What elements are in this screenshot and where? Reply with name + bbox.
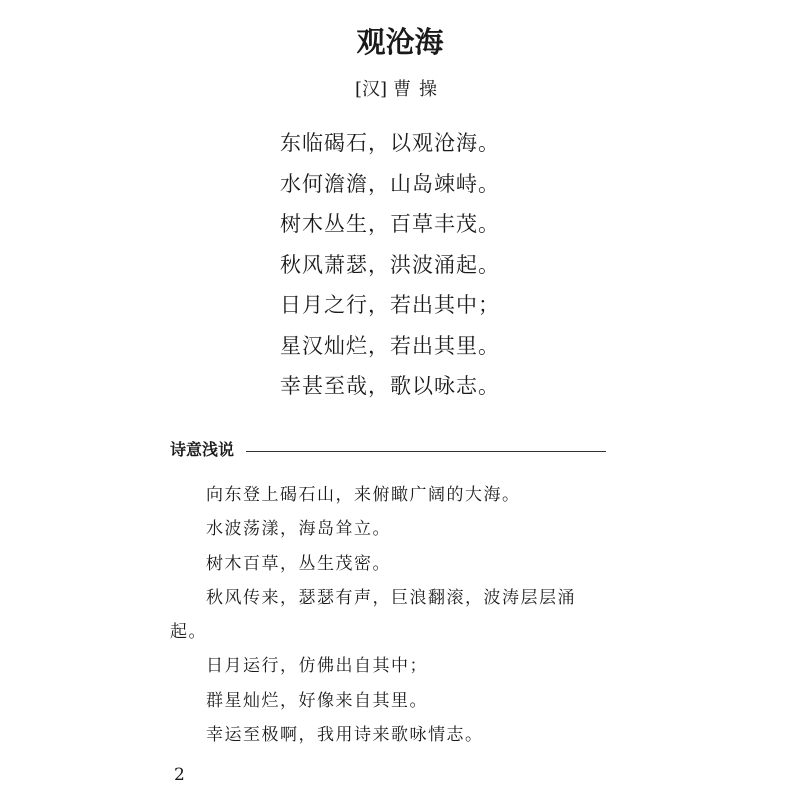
explanation-paragraph: 树木百草，丛生茂密。 (206, 553, 391, 574)
poem-line: 东临碣石，以观沧海。 (280, 131, 500, 155)
heading-rule (246, 451, 606, 452)
explanation-paragraph: 幸运至极啊，我用诗来歌咏情志。 (206, 725, 484, 746)
poem-line: 幸甚至哉，歌以咏志。 (280, 374, 500, 398)
explanation-paragraph: 水波荡漾，海岛耸立。 (206, 519, 391, 540)
explanation-heading: 诗意浅说 (170, 440, 235, 459)
explanation-paragraph: 日月运行，仿佛出自其中； (206, 656, 428, 677)
page-number: 2 (174, 765, 185, 785)
explanation-paragraph: 群星灿烂，好像来自其里。 (206, 690, 428, 711)
author-name: 曹操 (393, 79, 446, 100)
poem-line: 水何澹澹，山岛竦峙。 (280, 171, 500, 196)
poem-line: 星汉灿烂，若出其里。 (280, 333, 500, 358)
poem-line: 树木丛生，百草丰茂。 (280, 212, 500, 236)
poem-title: 观沧海 (356, 25, 444, 59)
explanation-paragraph: 秋风传来，瑟瑟有声，巨浪翻滚，波涛层层涌起。 (170, 587, 576, 643)
explanation-body (170, 478, 606, 752)
explanation-paragraph: 向东登上碣石山，来俯瞰广阔的大海。 (206, 485, 521, 505)
poem-author (0, 78, 800, 102)
author-dynasty: [汉] (354, 79, 388, 100)
poem-line: 秋风萧瑟，洪波涌起。 (280, 252, 500, 277)
poem-lines (280, 123, 610, 407)
explanation-header (170, 438, 606, 464)
poem-line: 日月之行，若出其中； (280, 293, 500, 317)
